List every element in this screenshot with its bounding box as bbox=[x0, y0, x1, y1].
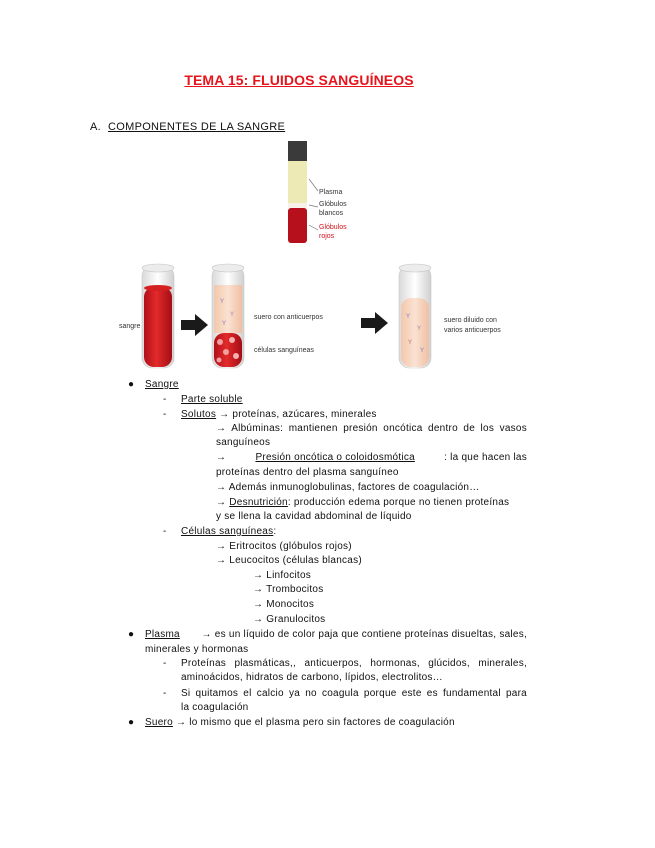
albuminas-line-2: sanguíneos bbox=[216, 437, 271, 448]
arrow-right-icon bbox=[181, 314, 208, 336]
solutos-label: Solutos bbox=[181, 409, 217, 420]
svg-text:Y: Y bbox=[420, 348, 425, 354]
test-tube-components bbox=[288, 141, 347, 243]
bullet: ● bbox=[128, 379, 135, 390]
solutos-line bbox=[181, 409, 377, 421]
label-diluido-2: varios anticuerpos bbox=[444, 327, 501, 334]
desnutricion-line-2: y se llena la cavidad abdominal de líquido bbox=[216, 511, 412, 522]
presion-text: : la que hacen las bbox=[444, 452, 527, 463]
label-diluido-1: suero diluido con bbox=[444, 317, 497, 324]
plasma-text: → es un líquido de color paja que contiene proteínas disueltas, sales, bbox=[201, 629, 527, 640]
suero-label: Suero bbox=[145, 717, 173, 728]
linfocitos-line: → Linfocitos bbox=[253, 570, 312, 581]
calcio-line-2: la coagulación bbox=[181, 702, 249, 713]
red-cells-layer bbox=[288, 208, 307, 243]
granulocitos-line: → Granulocitos bbox=[253, 614, 326, 625]
tube-cap bbox=[288, 141, 307, 161]
presion-line-2: proteínas dentro del plasma sanguíneo bbox=[216, 467, 399, 478]
tube-sangre bbox=[142, 264, 174, 368]
plasma-line-2: minerales y hormonas bbox=[145, 644, 249, 655]
label-globulos-blancos-2: blancos bbox=[319, 210, 344, 217]
presion-arrow: → bbox=[216, 452, 227, 463]
desnutricion-text: : producción edema porque no tienen proteínas bbox=[287, 497, 510, 508]
dash: - bbox=[163, 394, 167, 405]
label-sangre: sangre bbox=[119, 323, 141, 330]
presion-line-1 bbox=[216, 452, 527, 464]
celulas-colon: : bbox=[273, 526, 277, 537]
label-suero: suero con anticuerpos bbox=[254, 314, 323, 321]
trombocitos-line: → Trombocitos bbox=[253, 584, 324, 595]
svg-text:Y: Y bbox=[230, 312, 235, 318]
bullet: ● bbox=[128, 717, 135, 728]
plasma-layer bbox=[288, 161, 307, 203]
label-globulos-blancos-1: Glóbulos bbox=[319, 201, 347, 208]
svg-text:Y: Y bbox=[417, 326, 422, 332]
eritrocitos-line: → Eritrocitos (glóbulos rojos) bbox=[216, 541, 352, 552]
svg-text:Y: Y bbox=[220, 299, 225, 305]
suero-text: → lo mismo que el plasma pero sin factores de coagulación bbox=[172, 717, 455, 728]
monocitos-line: → Monocitos bbox=[253, 599, 315, 610]
svg-text:Y: Y bbox=[222, 321, 227, 327]
proteinas-line-2: aminoácidos, hidratos de carbono, lípidos, electrolitos… bbox=[181, 672, 443, 683]
svg-text:Y: Y bbox=[408, 340, 413, 346]
desnutricion-arrow: → bbox=[216, 497, 227, 508]
label-celulas: células sanguíneas bbox=[254, 347, 314, 354]
leucocitos-line: → Leucocitos (células blancas) bbox=[216, 555, 362, 566]
label-globulos-rojos-1: Glóbulos bbox=[319, 224, 347, 231]
section-letter: A. bbox=[90, 121, 101, 133]
tube-separated bbox=[212, 264, 244, 368]
ademas-line: → Además inmunoglobulinas, factores de coagulación… bbox=[216, 482, 480, 493]
arrow-right-icon bbox=[361, 312, 388, 334]
label-plasma: Plasma bbox=[319, 189, 343, 196]
buffy-coat-layer bbox=[288, 203, 307, 208]
suero-line bbox=[145, 717, 455, 729]
dash: - bbox=[163, 688, 167, 699]
plasma-line-1 bbox=[145, 629, 527, 641]
bullet: ● bbox=[128, 629, 135, 640]
tube-diluted bbox=[399, 264, 431, 368]
dash: - bbox=[163, 526, 167, 537]
solutos-text: → proteínas, azúcares, minerales bbox=[216, 409, 377, 420]
serum-process-figure bbox=[119, 264, 501, 368]
parte-soluble: Parte soluble bbox=[181, 394, 243, 405]
presion-label: Presión oncótica o coloidosmótica bbox=[255, 452, 415, 463]
celulas-line bbox=[181, 526, 276, 538]
page-title: TEMA 15: FLUIDOS SANGUÍNEOS bbox=[184, 72, 414, 88]
proteinas-line-1: Proteínas plasmáticas,, anticuerpos, hormonas, glúcidos, minerales, bbox=[181, 658, 527, 669]
desnutricion-label: Desnutrición bbox=[229, 497, 288, 508]
celulas-label: Células sanguíneas bbox=[181, 526, 274, 537]
desnutricion-line-1 bbox=[216, 497, 509, 509]
albuminas-line-1: → Albúminas: mantienen presión oncótica dentro de los vasos bbox=[216, 423, 527, 434]
dash: - bbox=[163, 409, 167, 420]
plasma-label: Plasma bbox=[145, 629, 180, 640]
section-label: COMPONENTES DE LA SANGRE bbox=[108, 121, 286, 133]
dash: - bbox=[163, 658, 167, 669]
svg-text:Y: Y bbox=[406, 314, 411, 320]
label-globulos-rojos-2: rojos bbox=[319, 233, 335, 240]
calcio-line-1: Si quitamos el calcio ya no coagula porque este es fundamental para bbox=[181, 688, 527, 699]
sangre-heading: Sangre bbox=[145, 379, 179, 390]
